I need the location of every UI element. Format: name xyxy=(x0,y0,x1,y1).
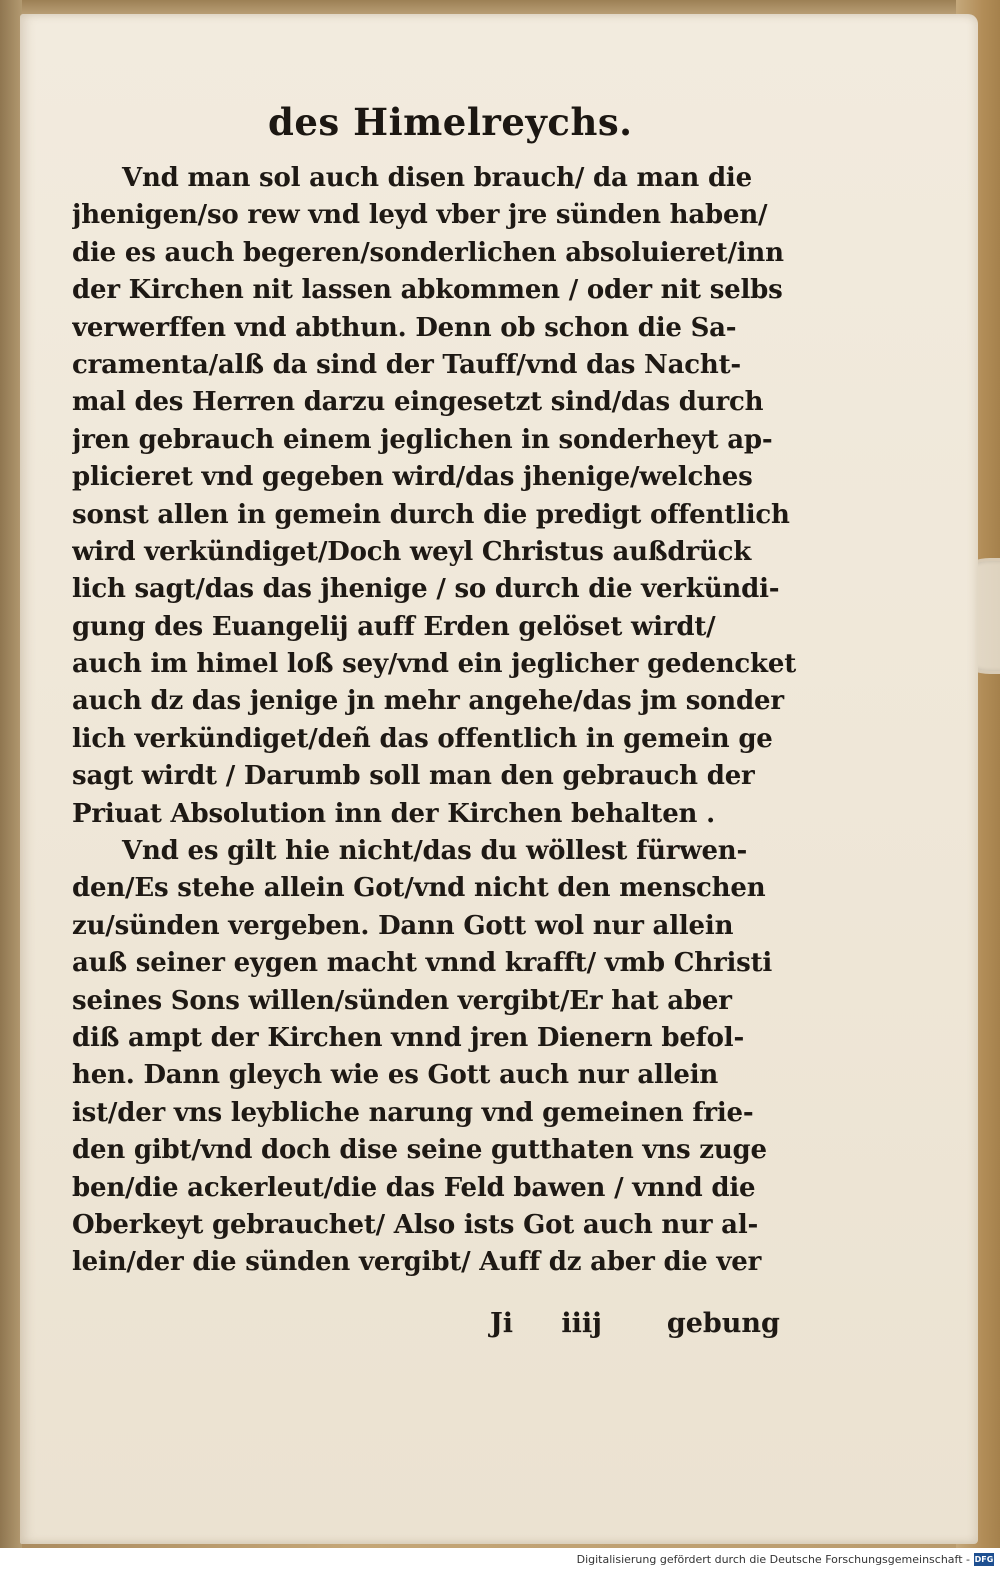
text-line: mal des Herren darzu eingesetzt sind/das durch xyxy=(72,387,764,418)
catchword: gebung xyxy=(666,1308,780,1339)
text-line: auch im himel loß sey/vnd ein jeglicher gedencket xyxy=(72,649,797,680)
text-line: verwerffen vnd abthun. Denn ob schon die Sa- xyxy=(72,312,737,343)
text-line: lich verkündiget/deñ das offentlich in gemein ge xyxy=(72,723,773,754)
text-line: diß ampt der Kirchen vnnd jren Dienern befol- xyxy=(72,1022,745,1053)
text-line: jhenigen/so rew vnd leyd vber jre sünden haben/ xyxy=(72,200,768,231)
text-line: lich sagt/das das jhenige / so durch die verkündi- xyxy=(72,574,780,605)
text-line: seines Sons willen/sünden vergibt/Er hat aber xyxy=(72,985,732,1016)
text-line: Priuat Absolution inn der Kirchen behalten . xyxy=(72,798,715,829)
text-line: auch dz das jenige jn mehr angehe/das jm sonder xyxy=(72,686,784,717)
text-line: hen. Dann gleych wie es Gott auch nur allein xyxy=(72,1060,719,1091)
text-line: Vnd es gilt hie nicht/das du wöllest fürwen- xyxy=(122,836,748,867)
text-line: sonst allen in gemein durch die predigt offentlich xyxy=(72,499,790,530)
signature-number: iiij xyxy=(561,1308,602,1339)
body-text xyxy=(72,160,802,1282)
text-line: ben/die ackerleut/die das Feld bawen / vnnd die xyxy=(72,1172,756,1203)
text-line: plicieret vnd gegeben wird/das jhenige/welches xyxy=(72,462,753,493)
text-line: cramenta/alß da sind der Tauff/vnd das Nacht- xyxy=(72,349,741,380)
text-line: Oberkeyt gebrauchet/ Also ists Got auch nur al- xyxy=(72,1209,759,1240)
signature-mark: Ji xyxy=(490,1308,514,1339)
text-line: sagt wirdt / Darumb soll man den gebrauch der xyxy=(72,761,755,792)
signature-line xyxy=(490,1308,790,1339)
text-line: ist/der vns leybliche narung vnd gemeinen frie- xyxy=(72,1097,754,1128)
running-head: des Himelreychs. xyxy=(268,100,633,144)
text-line: jren gebrauch einem jeglichen in sonderheyt ap- xyxy=(72,424,773,455)
dfg-credit-text: Digitalisierung gefördert durch die Deutsche Forschungsgemeinschaft - xyxy=(576,1553,970,1566)
text-line: Vnd man sol auch disen brauch/ da man die xyxy=(122,163,752,193)
text-line: wird verkündiget/Doch weyl Christus außdrück xyxy=(72,536,752,567)
text-line: gung des Euangelij auff Erden gelöset wirdt/ xyxy=(72,611,716,642)
text-line: den/Es stehe allein Got/vnd nicht den menschen xyxy=(72,873,766,904)
text-line: zu/sünden vergeben. Dann Gott wol nur allein xyxy=(72,910,734,941)
text-line: den gibt/vnd doch dise seine gutthaten vns zuge xyxy=(72,1135,767,1166)
book-binding xyxy=(0,0,22,1548)
text-line: die es auch begeren/sonderlichen absoluieret/inn xyxy=(72,237,784,268)
dfg-logo: DFG xyxy=(974,1555,994,1564)
text-line: der Kirchen nit lassen abkommen / oder nit selbs xyxy=(72,275,783,306)
text-line: auß seiner eygen macht vnnd krafft/ vmb Christi xyxy=(72,948,773,979)
text-line: lein/der die sünden vergibt/ Auff dz aber die ver xyxy=(72,1247,762,1278)
